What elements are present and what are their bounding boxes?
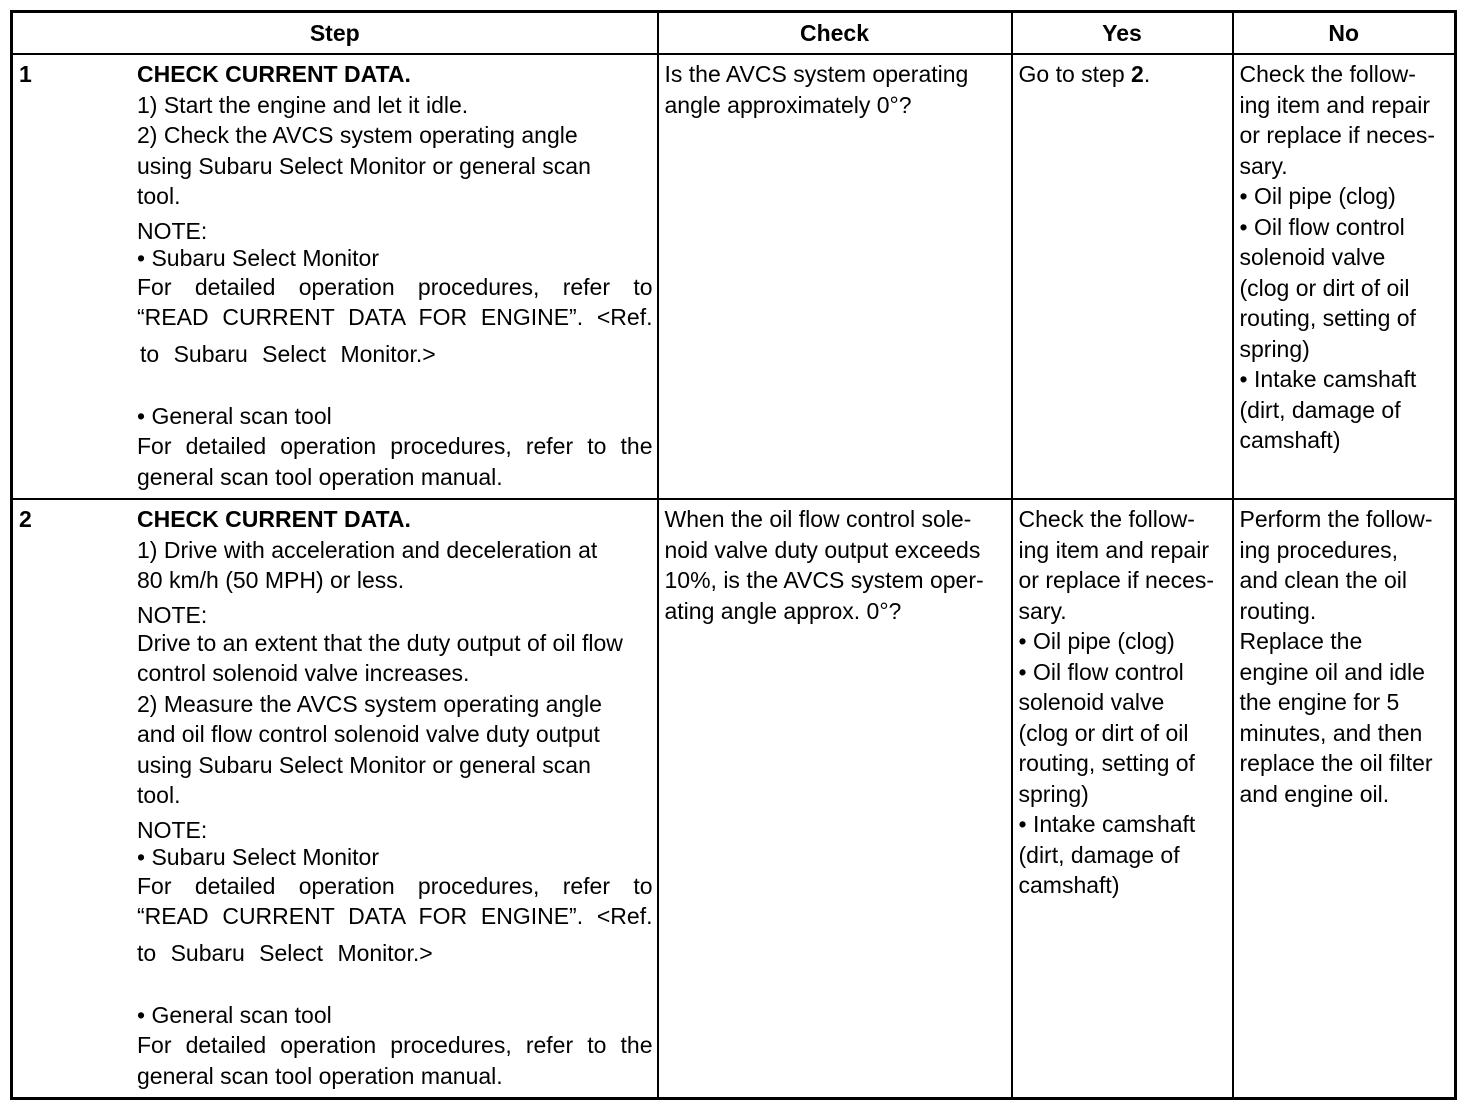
check-cell	[658, 499, 1012, 1099]
step-cell	[12, 499, 658, 1099]
no-text: and engine oil.	[1239, 780, 1390, 807]
bullet-ssm: • Subaru Select Monitor	[137, 244, 380, 271]
no-text: spring)	[1239, 335, 1310, 362]
check-text: When the oil flow control sole-	[664, 506, 972, 532]
ssm-text: “READ CURRENT DATA FOR ENGINE”. <Ref.	[137, 304, 653, 330]
note-label: NOTE:	[137, 816, 208, 843]
gst-text: general scan tool operation manual.	[137, 463, 503, 490]
yes-text: sary.	[1018, 597, 1067, 624]
step-title: CHECK CURRENT DATA.	[137, 61, 411, 87]
check-cell	[658, 54, 1012, 499]
check-text: ating angle approx. 0°?	[664, 597, 902, 624]
instruction-line: 1) Start the engine and let it idle.	[137, 91, 469, 118]
yes-cell	[1012, 499, 1233, 1099]
no-text: routing, setting of	[1239, 305, 1416, 331]
no-text: and clean the oil	[1239, 567, 1408, 593]
instruction-line: 80 km/h (50 MPH) or less.	[137, 567, 405, 593]
step-title: CHECK CURRENT DATA.	[137, 506, 411, 532]
ssm-text: For detailed operation procedures, refer to	[137, 872, 653, 899]
yes-text: • Intake camshaft	[1018, 811, 1196, 837]
yes-text: (clog or dirt of oil	[1018, 719, 1189, 746]
gst-text: For detailed operation procedures, refer to the	[137, 1032, 653, 1058]
yes-text: or replace if neces-	[1018, 567, 1215, 593]
step-number: 2	[19, 506, 32, 532]
bullet-gst: • General scan tool	[137, 1001, 332, 1028]
yes-step-link: 2	[1131, 61, 1144, 87]
table-row	[12, 499, 1456, 1099]
instruction-line: tool.	[137, 782, 181, 808]
note-label: NOTE:	[137, 217, 208, 244]
gst-text: For detailed operation procedures, refer to the	[137, 433, 653, 459]
step-body	[137, 55, 657, 498]
yes-text: • Oil flow control	[1018, 658, 1184, 685]
check-text: Is the AVCS system operating	[664, 61, 969, 87]
no-text: Check the follow-	[1239, 61, 1416, 87]
ssm-text: For detailed operation procedures, refer to	[137, 273, 653, 300]
no-text: camshaft)	[1239, 427, 1341, 453]
note-text: control solenoid valve increases.	[137, 660, 470, 686]
instruction-line: 2) Measure the AVCS system operating angle	[137, 690, 602, 717]
bullet-ssm: • Subaru Select Monitor	[137, 843, 380, 870]
instruction-line: and oil flow control solenoid valve duty output	[137, 721, 600, 747]
no-text: solenoid valve	[1239, 244, 1386, 270]
yes-cell	[1012, 54, 1233, 499]
header-check: Check	[658, 12, 1012, 55]
no-text: the engine for 5	[1239, 689, 1400, 715]
no-text: minutes, and then	[1239, 719, 1423, 746]
no-cell	[1233, 54, 1456, 499]
header-step: Step	[12, 12, 658, 55]
no-text: • Oil flow control	[1239, 213, 1405, 240]
no-text: (clog or dirt of oil	[1239, 274, 1410, 301]
note-label: NOTE:	[137, 601, 208, 628]
no-text: Perform the follow-	[1239, 506, 1433, 532]
diagnostic-table	[10, 10, 1457, 1100]
yes-text: camshaft)	[1018, 872, 1120, 898]
instruction-line: using Subaru Select Monitor or general scan	[137, 751, 591, 778]
no-text: sary.	[1239, 152, 1288, 179]
note-text: Drive to an extent that the duty output of oil flow	[137, 629, 623, 656]
no-cell	[1233, 499, 1456, 1099]
no-text: replace the oil filter	[1239, 750, 1433, 776]
table-row	[12, 54, 1456, 499]
yes-text: Go to step 2.	[1018, 61, 1151, 87]
yes-text: ing item and repair	[1018, 536, 1209, 563]
no-text: • Intake camshaft	[1239, 366, 1417, 392]
header-no: No	[1233, 12, 1456, 55]
instruction-line: tool.	[137, 183, 181, 209]
yes-text: solenoid valve	[1018, 689, 1165, 715]
yes-text: (dirt, damage of	[1018, 841, 1180, 868]
step-body	[137, 500, 657, 1097]
instruction-line: 1) Drive with acceleration and deceleration at	[137, 536, 598, 563]
instruction-line: 2) Check the AVCS system operating angle	[137, 122, 578, 148]
step-number: 1	[19, 61, 32, 87]
no-text: Replace the	[1239, 628, 1363, 654]
no-text: routing.	[1239, 597, 1317, 624]
check-text: noid valve duty output exceeds	[664, 536, 981, 563]
header-yes: Yes	[1012, 12, 1233, 55]
check-text: 10%, is the AVCS system oper-	[664, 567, 984, 593]
ssm-text: to Subaru Select Monitor.>	[140, 340, 436, 367]
no-text: ing item and repair	[1239, 91, 1430, 118]
step-cell	[12, 54, 658, 499]
yes-text: spring)	[1018, 780, 1089, 807]
gst-text: general scan tool operation manual.	[137, 1062, 503, 1089]
yes-text: • Oil pipe (clog)	[1018, 628, 1175, 654]
bullet-gst: • General scan tool	[137, 402, 332, 429]
no-text: (dirt, damage of	[1239, 396, 1401, 423]
instruction-line: using Subaru Select Monitor or general scan	[137, 152, 591, 179]
check-text: angle approximately 0°?	[664, 91, 912, 118]
ssm-text: to Subaru Select Monitor.>	[137, 939, 433, 966]
yes-text: routing, setting of	[1018, 750, 1195, 776]
no-text: or replace if neces-	[1239, 122, 1436, 148]
no-text: engine oil and idle	[1239, 658, 1425, 685]
ssm-text: “READ CURRENT DATA FOR ENGINE”. <Ref.	[137, 903, 653, 929]
no-text: • Oil pipe (clog)	[1239, 183, 1396, 209]
no-text: ing procedures,	[1239, 536, 1399, 563]
header-row	[12, 12, 1456, 55]
yes-text: Check the follow-	[1018, 506, 1195, 532]
